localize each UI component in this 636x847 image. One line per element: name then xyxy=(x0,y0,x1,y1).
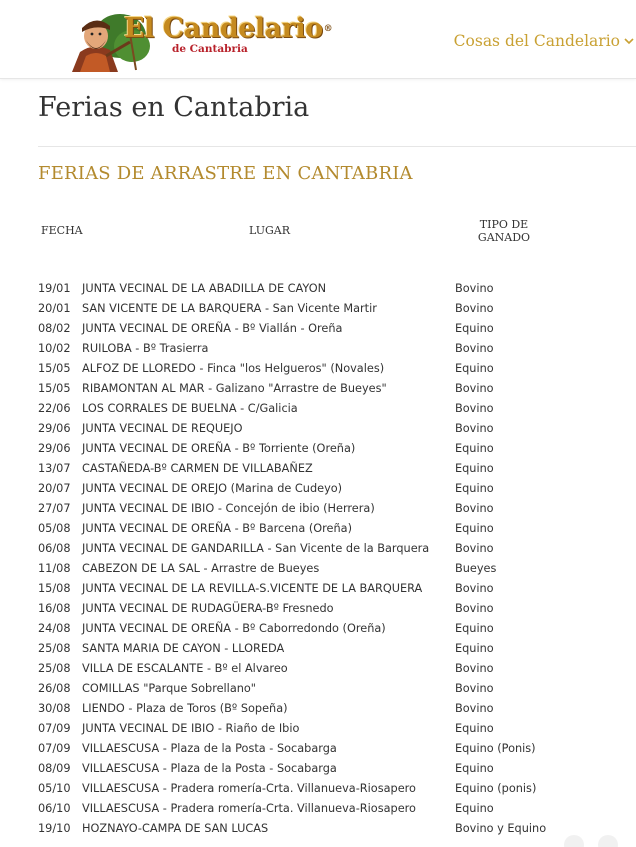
chevron-down-icon xyxy=(623,35,635,47)
row-tipo-ganado: Equino (Ponis) xyxy=(455,742,536,755)
table-row xyxy=(0,819,636,839)
row-lugar: JUNTA VECINAL DE IBIO - Concejón de ibio (Herrera) xyxy=(82,502,375,515)
row-lugar: VILLAESCUSA - Pradera romería-Crta. Villanueva-Riosapero xyxy=(82,802,416,815)
row-fecha: 27/07 xyxy=(38,502,71,515)
table-row xyxy=(0,759,636,779)
row-tipo-ganado: Bovino y Equino xyxy=(455,822,547,835)
table-row xyxy=(0,519,636,539)
row-tipo-ganado: Equino xyxy=(455,462,494,475)
row-tipo-ganado: Bovino xyxy=(455,542,494,555)
table-row xyxy=(0,439,636,459)
row-tipo-ganado: Bovino xyxy=(455,342,494,355)
row-fecha: 07/09 xyxy=(38,722,71,735)
row-fecha: 24/08 xyxy=(38,622,71,635)
row-lugar: RIBAMONTAN AL MAR - Galizano "Arrastre de Bueyes" xyxy=(82,382,387,395)
column-header-fecha: FECHA xyxy=(41,224,83,237)
table-row xyxy=(0,619,636,639)
row-fecha: 15/05 xyxy=(38,362,71,375)
table-row xyxy=(0,479,636,499)
table-row xyxy=(0,559,636,579)
row-tipo-ganado: Bovino xyxy=(455,282,494,295)
row-fecha: 05/10 xyxy=(38,782,71,795)
row-tipo-ganado: Bovino xyxy=(455,382,494,395)
row-lugar: JUNTA VECINAL DE OREÑA - Bº Barcena (Oreña) xyxy=(82,522,352,535)
row-lugar: JUNTA VECINAL DE LA ABADILLA DE CAYON xyxy=(82,282,327,295)
row-lugar: CASTAÑEDA-Bº CARMEN DE VILLABAÑEZ xyxy=(82,462,313,475)
row-fecha: 16/08 xyxy=(38,602,71,615)
row-fecha: 15/05 xyxy=(38,382,71,395)
row-fecha: 07/09 xyxy=(38,742,71,755)
row-lugar: VILLAESCUSA - Plaza de la Posta - Socabarga xyxy=(82,762,337,775)
row-fecha: 10/02 xyxy=(38,342,71,355)
row-lugar: RUILOBA - Bº Trasierra xyxy=(82,342,209,355)
row-fecha: 25/08 xyxy=(38,662,71,675)
table-row xyxy=(0,419,636,439)
row-tipo-ganado: Equino xyxy=(455,622,494,635)
row-tipo-ganado: Equino xyxy=(455,762,494,775)
row-lugar: SAN VICENTE DE LA BARQUERA - San Vicente Martir xyxy=(82,302,377,315)
row-tipo-ganado: Bovino xyxy=(455,702,494,715)
column-header-tipo-ganado: TIPO DE GANADO xyxy=(477,218,531,244)
table-row xyxy=(0,699,636,719)
row-fecha: 19/10 xyxy=(38,822,71,835)
row-fecha: 30/08 xyxy=(38,702,71,715)
title-divider xyxy=(38,146,636,147)
row-tipo-ganado: Equino xyxy=(455,442,494,455)
row-fecha: 05/08 xyxy=(38,522,71,535)
row-lugar: SANTA MARIA DE CAYON - LLOREDA xyxy=(82,642,285,655)
logo-subtitle: de Cantabria xyxy=(172,43,248,55)
row-tipo-ganado: Equino xyxy=(455,722,494,735)
row-lugar: JUNTA VECINAL DE IBIO - Riaño de Ibio xyxy=(82,722,300,735)
row-tipo-ganado: Bovino xyxy=(455,682,494,695)
logo-wordmark: El Candelario® xyxy=(124,13,333,44)
row-fecha: 06/10 xyxy=(38,802,71,815)
row-tipo-ganado: Bovino xyxy=(455,582,494,595)
row-tipo-ganado: Equino xyxy=(455,522,494,535)
row-fecha: 22/06 xyxy=(38,402,71,415)
row-tipo-ganado: Bovino xyxy=(455,662,494,675)
row-lugar: ALFOZ DE LLOREDO - Finca "los Helgueros" (Novales) xyxy=(82,362,385,375)
row-fecha: 25/08 xyxy=(38,642,71,655)
row-lugar: LOS CORRALES DE BUELNA - C/Galicia xyxy=(82,402,298,415)
row-fecha: 08/09 xyxy=(38,762,71,775)
table-row xyxy=(0,599,636,619)
row-tipo-ganado: Bovino xyxy=(455,402,494,415)
row-tipo-ganado: Bovino xyxy=(455,422,494,435)
row-tipo-ganado: Bovino xyxy=(455,502,494,515)
row-tipo-ganado: Equino xyxy=(455,362,494,375)
row-tipo-ganado: Bueyes xyxy=(455,562,497,575)
row-fecha: 20/01 xyxy=(38,302,71,315)
row-lugar: JUNTA VECINAL DE OREÑA - Bº Caborredondo (Oreña) xyxy=(82,622,386,635)
table-row xyxy=(0,359,636,379)
row-fecha: 13/07 xyxy=(38,462,71,475)
row-lugar: CABEZON DE LA SAL - Arrastre de Bueyes xyxy=(82,562,320,575)
row-tipo-ganado: Equino (ponis) xyxy=(455,782,537,795)
row-tipo-ganado: Equino xyxy=(455,482,494,495)
row-lugar: JUNTA VECINAL DE GANDARILLA - San Vicente de la Barquera xyxy=(82,542,430,555)
row-lugar: LIENDO - Plaza de Toros (Bº Sopeña) xyxy=(82,702,288,715)
row-lugar: HOZNAYO-CAMPA DE SAN LUCAS xyxy=(82,822,269,835)
row-lugar: JUNTA VECINAL DE RUDAGÜERA-Bº Fresnedo xyxy=(82,602,334,615)
row-fecha: 08/02 xyxy=(38,322,71,335)
table-row xyxy=(0,579,636,599)
row-tipo-ganado: Bovino xyxy=(455,302,494,315)
table-row xyxy=(0,379,636,399)
section-title: FERIAS DE ARRASTRE EN CANTABRIA xyxy=(38,163,413,184)
registered-mark: ® xyxy=(323,24,333,34)
column-header-lugar: LUGAR xyxy=(249,224,290,237)
table-row xyxy=(0,499,636,519)
table-row xyxy=(0,779,636,799)
table-row xyxy=(0,739,636,759)
table-row xyxy=(0,279,636,299)
table-row xyxy=(0,719,636,739)
row-tipo-ganado: Equino xyxy=(455,802,494,815)
table-row xyxy=(0,459,636,479)
row-lugar: JUNTA VECINAL DE REQUEJO xyxy=(82,422,243,435)
table-row xyxy=(0,659,636,679)
row-fecha: 29/06 xyxy=(38,422,71,435)
table-row xyxy=(0,299,636,319)
page-title: Ferias en Cantabria xyxy=(38,92,310,123)
row-fecha: 11/08 xyxy=(38,562,71,575)
row-lugar: VILLAESCUSA - Plaza de la Posta - Socabarga xyxy=(82,742,337,755)
table-row xyxy=(0,399,636,419)
row-fecha: 06/08 xyxy=(38,542,71,555)
row-tipo-ganado: Equino xyxy=(455,642,494,655)
floating-action-hint xyxy=(564,835,628,847)
row-fecha: 19/01 xyxy=(38,282,71,295)
row-tipo-ganado: Bovino xyxy=(455,602,494,615)
row-lugar: VILLA DE ESCALANTE - Bº el Alvareo xyxy=(82,662,288,675)
table-row xyxy=(0,539,636,559)
row-lugar: JUNTA VECINAL DE OREÑA - Bº Viallán - Oreña xyxy=(82,322,343,335)
row-lugar: COMILLAS "Parque Sobrellano" xyxy=(82,682,257,695)
table-row xyxy=(0,799,636,819)
table-row xyxy=(0,679,636,699)
site-logo[interactable] xyxy=(66,12,333,72)
nav-dropdown-label: Cosas del Candelario xyxy=(453,32,620,50)
nav-dropdown-cosas[interactable] xyxy=(454,30,636,52)
row-tipo-ganado: Equino xyxy=(455,322,494,335)
row-lugar: JUNTA VECINAL DE OREJO (Marina de Cudeyo) xyxy=(82,482,343,495)
table-row xyxy=(0,339,636,359)
row-lugar: VILLAESCUSA - Pradera romería-Crta. Villanueva-Riosapero xyxy=(82,782,416,795)
row-lugar: JUNTA VECINAL DE LA REVILLA-S.VICENTE DE LA BARQUERA xyxy=(82,582,423,595)
row-fecha: 26/08 xyxy=(38,682,71,695)
row-fecha: 15/08 xyxy=(38,582,71,595)
row-fecha: 20/07 xyxy=(38,482,71,495)
table-row xyxy=(0,319,636,339)
row-lugar: JUNTA VECINAL DE OREÑA - Bº Torriente (Oreña) xyxy=(82,442,356,455)
table-body xyxy=(0,279,636,839)
row-fecha: 29/06 xyxy=(38,442,71,455)
table-row xyxy=(0,639,636,659)
site-header xyxy=(0,0,636,79)
